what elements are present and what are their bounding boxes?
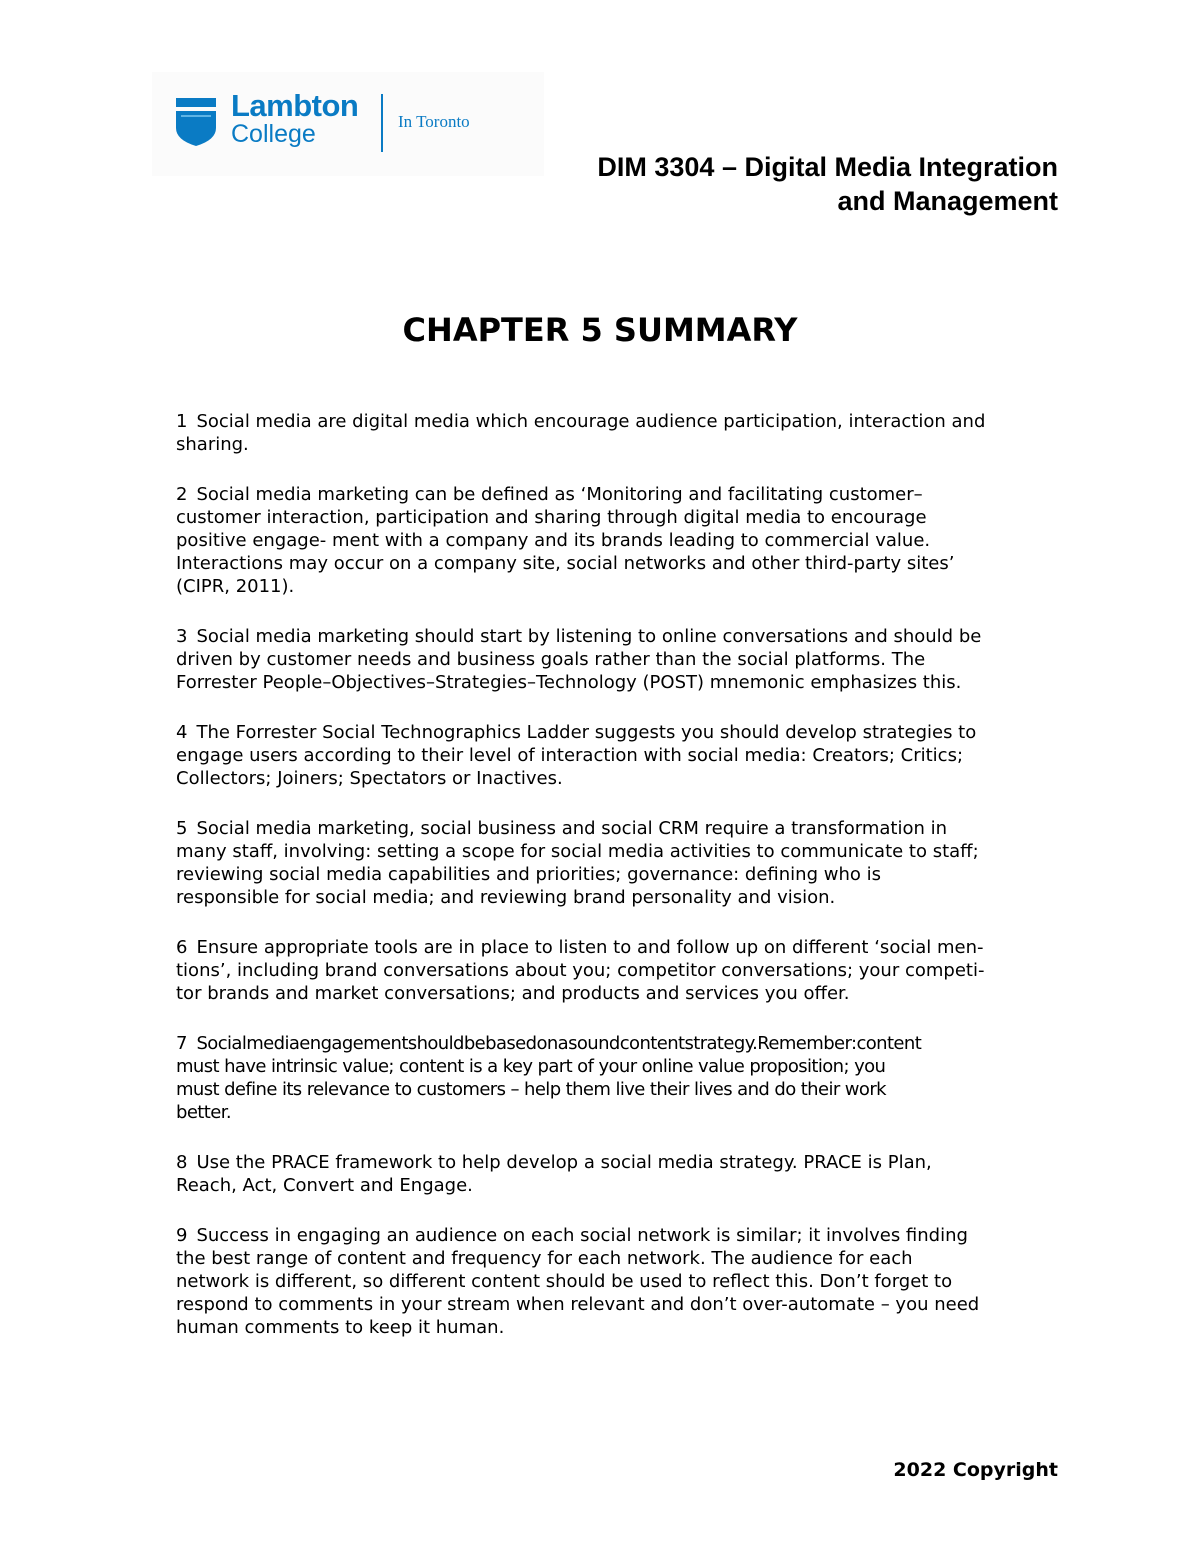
item-text: Social media are digital media which encourage audience participation, interaction and sharing. <box>176 411 986 455</box>
logo-name-line2: College <box>231 120 316 148</box>
college-logo <box>152 72 544 176</box>
item-number: 5 <box>176 818 188 839</box>
item-text: Use the PRACE framework to help develop a social media strategy. PRACE is Plan, Reach, Act, Convert and Engage. <box>176 1152 932 1196</box>
summary-item <box>176 1224 1066 1339</box>
chapter-title: CHAPTER 5 SUMMARY <box>402 311 798 349</box>
item-text: Socialmediaengagementshouldbebasedonasoundcontentstrategy.Remember:content must have intrinsic value; content is a key part of your online value proposition; you must define its relevance to customers – help them live their lives and do their work better. <box>176 1033 922 1123</box>
summary-item <box>176 721 1066 790</box>
logo-name-line1: Lambton <box>231 88 359 123</box>
summary-item <box>176 1032 1066 1124</box>
copyright-notice: 2022 Copyright <box>893 1459 1058 1481</box>
item-number: 6 <box>176 937 188 958</box>
item-number: 9 <box>176 1225 188 1246</box>
item-text: Ensure appropriate tools are in place to listen to and follow up on different ‘social men- tions’, including brand conversations about you; competitor conversations; your competi- tor brands and market conversations; and products and services you offer. <box>176 937 985 1004</box>
summary-item <box>176 817 1066 909</box>
logo-divider <box>381 94 383 152</box>
summary-item <box>176 410 1066 456</box>
item-text: Social media marketing, social business and social CRM require a transformation in many staff, involving: setting a scope for social media activities to communicate to staff; reviewing social media capabilities and priorities; governance: defining who is responsible for social media; and reviewing brand personality and vision. <box>176 818 979 908</box>
summary-item <box>176 936 1066 1005</box>
summary-item <box>176 625 1066 694</box>
logo-location: In Toronto <box>398 112 470 131</box>
item-text: The Forrester Social Technographics Ladder suggests you should develop strategies to engage users according to their level of interaction with social media: Creators; Critics; Collectors; Joiners; Spectators or Inactives. <box>176 722 977 789</box>
course-title-line1: DIM 3304 – Digital Media Integration <box>597 152 1058 182</box>
item-number: 2 <box>176 484 188 505</box>
course-title <box>498 150 1058 218</box>
item-number: 8 <box>176 1152 188 1173</box>
summary-item <box>176 1151 1066 1197</box>
item-text: Social media marketing can be defined as ‘Monitoring and facilitating customer– customer interaction, participation and sharing through digital media to encourage positive engage- ment with a company and its brands leading to commercial value. Interactions may occur on a company site, social networks and other third-party sites’ (CIPR, 2011). <box>176 484 955 597</box>
item-number: 3 <box>176 626 188 647</box>
course-title-line2: and Management <box>837 186 1058 216</box>
item-number: 1 <box>176 411 188 432</box>
item-number: 4 <box>176 722 188 743</box>
summary-list <box>176 410 1066 1366</box>
summary-item <box>176 483 1066 598</box>
item-text: Social media marketing should start by listening to online conversations and should be driven by customer needs and business goals rather than the social platforms. The Forrester People–Objectives–Strategies–Technology (POST) mnemonic emphasizes this. <box>176 626 982 693</box>
shield-icon <box>176 94 216 146</box>
item-text: Success in engaging an audience on each social network is similar; it involves finding the best range of content and frequency for each network. The audience for each network is different, so different content should be used to reflect this. Don’t forget to respond to comments in your stream when relevant and don’t over-automate – you need human comments to keep it human. <box>176 1225 980 1338</box>
item-number: 7 <box>176 1033 188 1054</box>
